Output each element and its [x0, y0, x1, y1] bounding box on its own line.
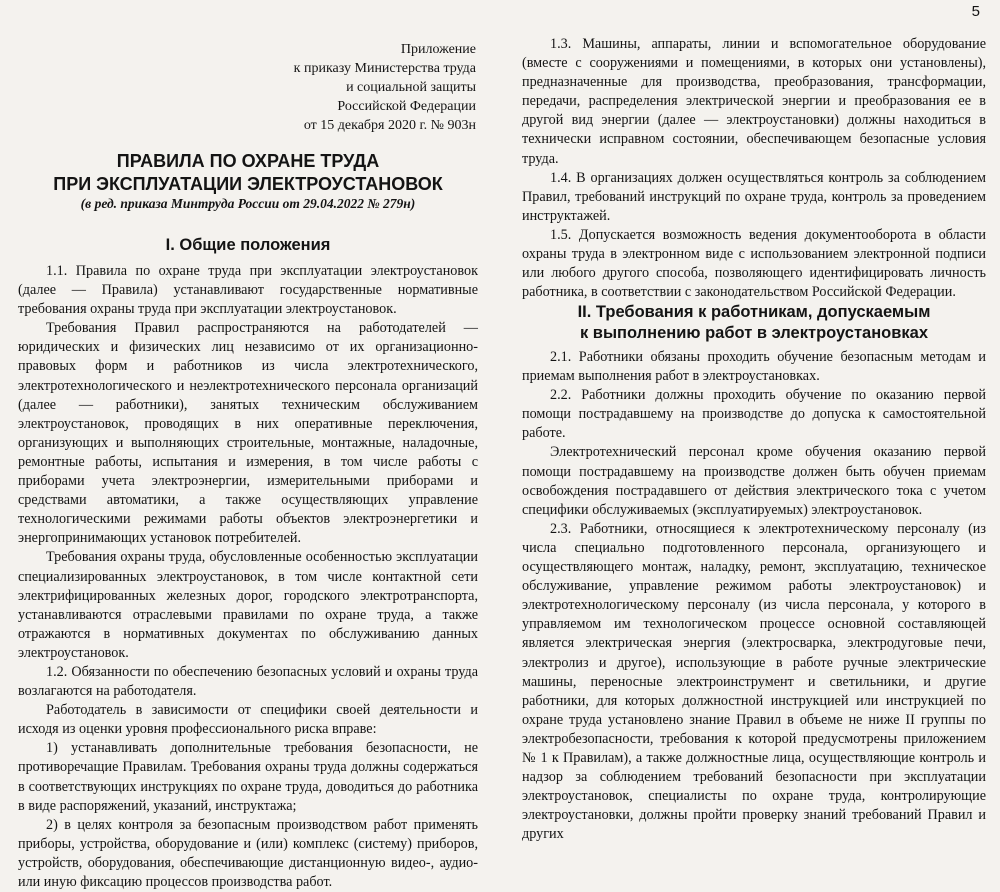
paragraph: 2) в целях контроля за безопасным производством работ применять приборы, устройства, оборудование и (или) комплекс (систему) приборов, устройств, оборудования, обеспечивающие дистанционную видео-, аудио- или иную фиксацию процессов производства работ. [18, 816, 478, 890]
paragraph: 2.2. Работники должны проходить обучение по оказанию первой помощи пострадавшему на производстве до допуска к самостоятельной работе. [522, 387, 986, 442]
heading-line: II. Требования к работникам, допускаемым [577, 303, 931, 321]
paragraph: 1.2. Обязанности по обеспечению безопасных условий и охраны труда возлагаются на работодателя. [18, 663, 478, 700]
title-line: ПРАВИЛА ПО ОХРАНЕ ТРУДА [116, 151, 380, 171]
paragraph: 1.4. В организациях должен осуществляться контроль за соблюдением Правил, требований инструкций по охране труда, контроль за проведением инструктажей. [522, 169, 986, 224]
appendix-line: Приложение [400, 42, 476, 57]
paragraph: Требования Правил распространяются на работодателей — юридических и физических лиц независимо от их организационно-правовых форм и работников из числа электротехнического, электротехнологического и неэлектротехнического персонала организаций (далее — работники), занятых техническим обслуживанием электроустановок, проводящих в них оперативные переключения, организующих и выполняющих строительные, монтажные, наладочные, ремонтные работы, испытания и измерения, в том числе работы с приборами учета электроэнергии, измерительными приборами и средствами автоматики, а также осуществляющих управление технологическими режимами работы объектов электроэнергетики и энергопринимающих установок потребителей. [18, 320, 478, 547]
paragraph: 1) устанавливать дополнительные требования безопасности, не противоречащие Правилам. Требования охраны труда должны содержаться в соответствующих инструкциях по охране труда, доводиться до работника в виде распоряжений, указаний, инструктажа; [18, 740, 478, 814]
paragraph: 2.1. Работники обязаны проходить обучение безопасным методам и приемам выполнения работ в электроустановках. [522, 349, 986, 385]
general-provisions-continued [522, 35, 986, 302]
paragraph: 1.3. Машины, аппараты, линии и вспомогательное оборудование (вместе с сооружениями и помещениями, в которых они установлены), предназначенные для производства, преобразования, трансформации, передачи, распределения электрической энергии и преобразования ее в другой вид энергии (далее — электроустановки) должны находиться в технически исправном состоянии, обеспечивающем безопасные условия труда. [522, 36, 986, 167]
section-1-heading: I. Общие положения [165, 236, 331, 254]
paragraph: 1.5. Допускается возможность ведения документооборота в области охраны труда в электронном виде с использованием электронной подписи или любого другого способа, позволяющего идентифицировать личность работника, в соответствии с законодательством Российской Федерации. [522, 226, 986, 301]
section-2-heading [522, 302, 986, 344]
document-title [18, 150, 478, 196]
appendix-line: от 15 декабря 2020 г. № 903н [303, 118, 476, 133]
paragraph: Электротехнический персонал кроме обучения оказанию первой помощи пострадавшему на производстве должен быть обучен приемам освобождения пострадавшего от действия электрического тока с учетом специфики обслуживаемых (эксплуатируемых) электроустановок. [522, 444, 986, 518]
paragraph: 1.1. Правила по охране труда при эксплуатации электроустановок (далее — Правила) устанавливают государственные нормативные требования охраны труда при эксплуатации электроустановок. [18, 263, 478, 318]
section-1-body [18, 262, 478, 892]
section-2-body [522, 348, 986, 844]
paragraph: 2.3. Работники, относящиеся к электротехническому персоналу (из числа специально подготовленного персонала, организующего и осуществляющего монтаж, наладку, ремонт, эксплуатацию, техническое обслуживание, управление режимом работы электроустановок) и электротехнологическому персоналу (из числа персонала, у которого в управляемом им технологическом процессе основной составляющей является электрическая энергия (электросварка, электродуговые печи, электролиз и другое), использующие в работе ручные электрические машины, переносные электроинструмент и светильники, и другие работники, для которых должностной инструкцией или инструкцией по охране труда установлено знание Правил в объеме не ниже II группы по электробезопасности, требования к которой предусмотрены приложением № 1 к Правилам), а также должностные лица, осуществляющие контроль и надзор за соблюдением требований безопасности при эксплуатации электроустановок, специалисты по охране труда, контролирующие электроустановки, должны пройти проверку знаний требований Правил и других [522, 520, 986, 843]
document-subtitle: (в ред. приказа Минтруда России от 29.04.2022 № 279н) [80, 196, 416, 211]
appendix-line: и социальной защиты [346, 80, 476, 95]
paragraph: Работодатель в зависимости от специфики своей деятельности и исходя из оценки уровня профессионального риска вправе: [18, 702, 478, 738]
appendix-block [294, 40, 476, 135]
appendix-line: Российской Федерации [337, 99, 476, 114]
heading-line: к выполнению работ в электроустановках [579, 324, 929, 342]
paragraph: Требования охраны труда, обусловленные особенностью эксплуатации специализированных электроустановок, в том числе контактной сети электрифицированных железных дорог, городского электротранспорта, устанавливаются отраслевыми правилами по охране труда, а также отражаются в нормативных документах по обслуживанию данных электроустановок. [18, 549, 478, 661]
page-number: 5 [971, 3, 980, 20]
appendix-line: к приказу Министерства труда [293, 61, 476, 76]
title-line: ПРИ ЭКСПЛУАТАЦИИ ЭЛЕКТРОУСТАНОВОК [53, 174, 443, 194]
